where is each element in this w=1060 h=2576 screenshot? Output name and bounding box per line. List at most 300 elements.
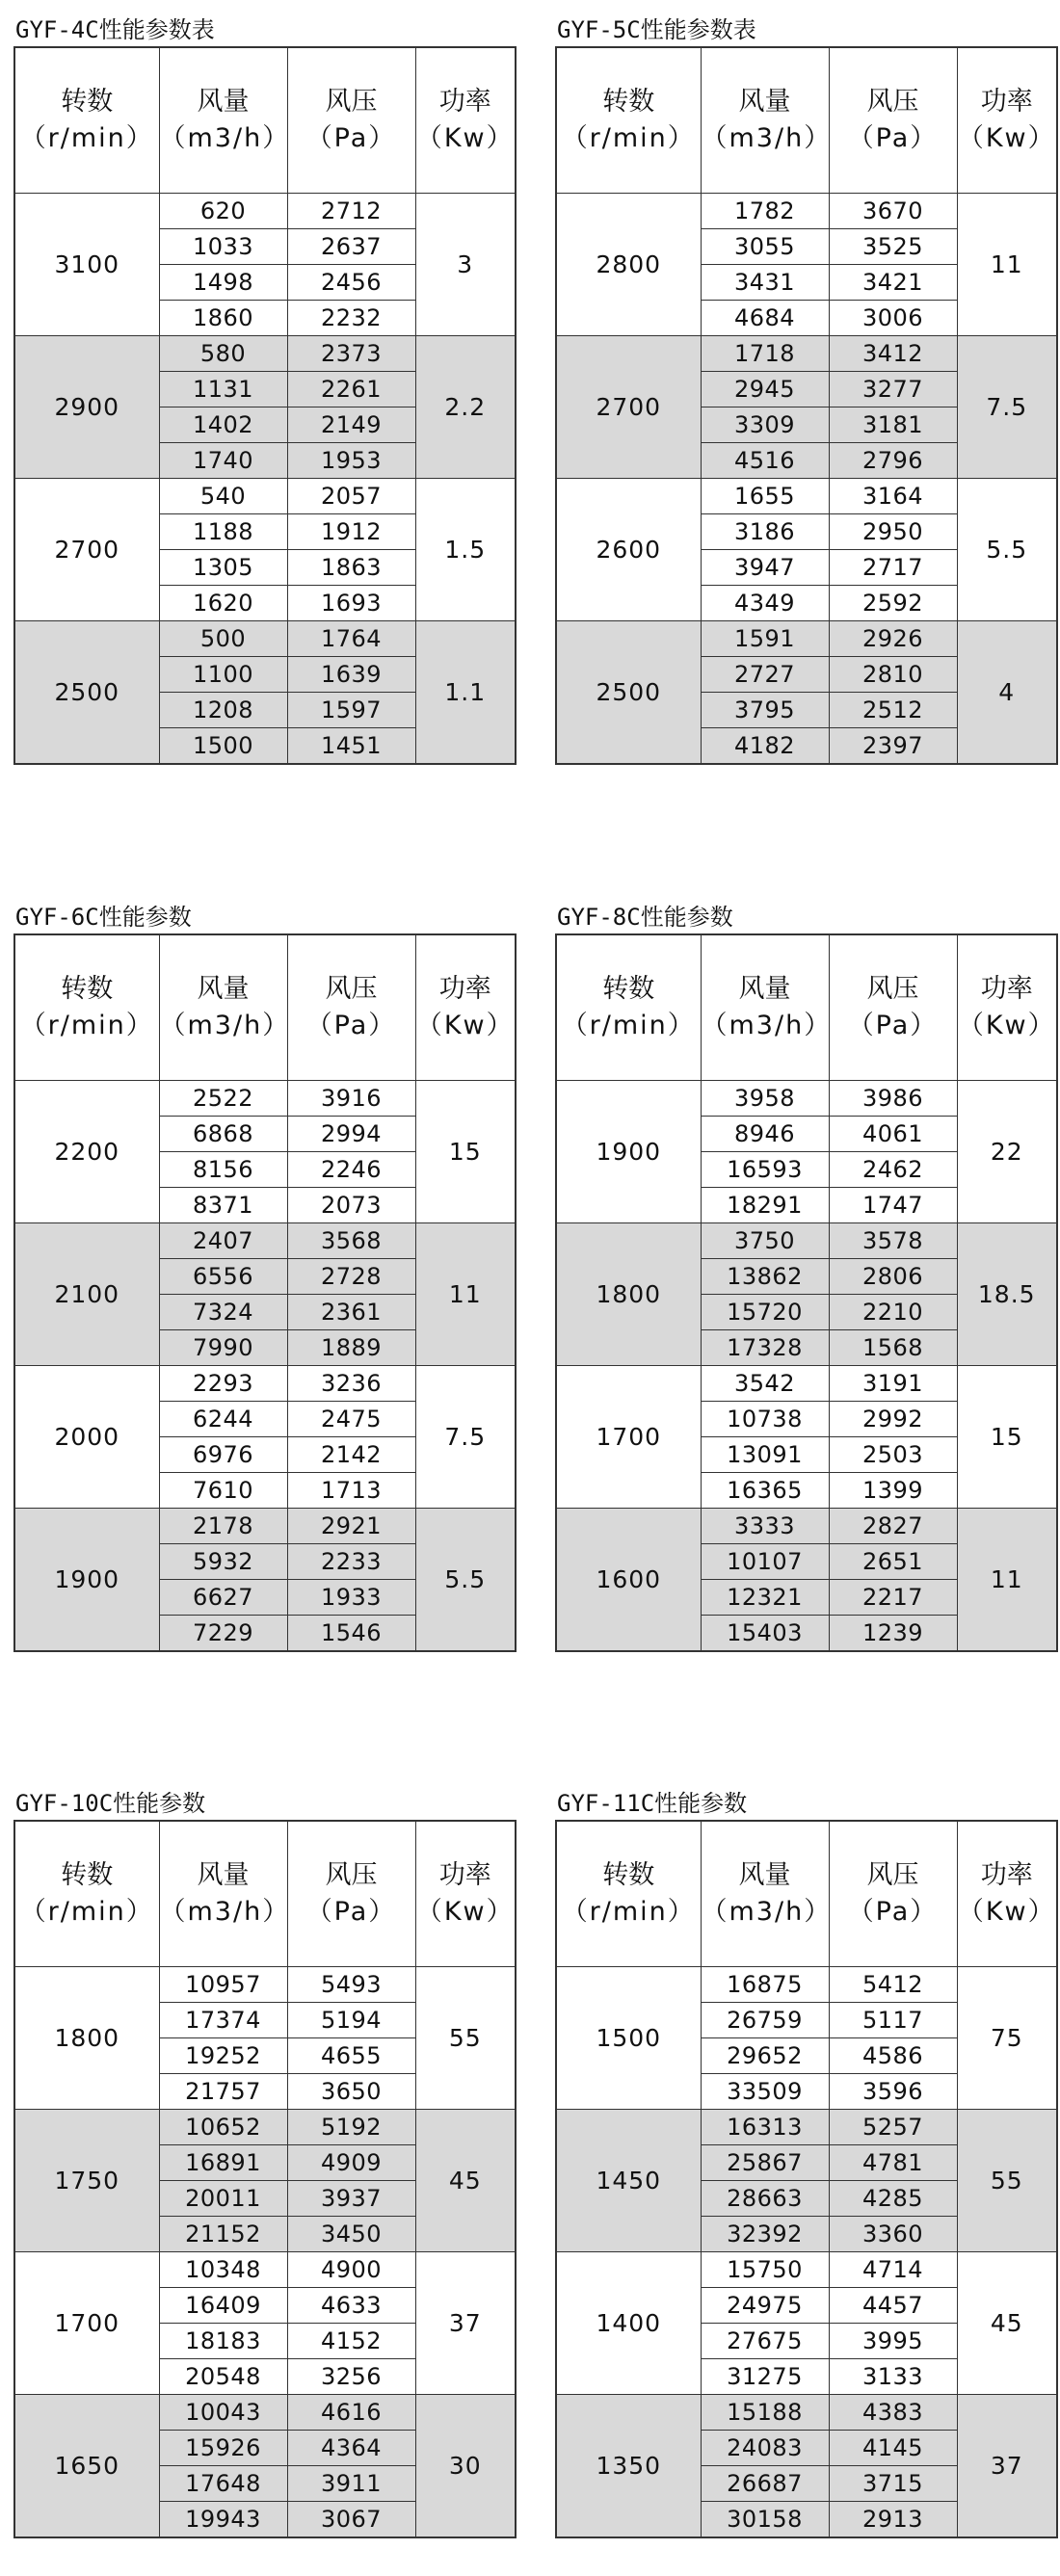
performance-table [13, 46, 517, 765]
table-row [556, 1081, 1057, 1117]
airflow-cell: 28663 [701, 2181, 829, 2217]
pressure-cell: 3164 [829, 479, 957, 514]
airflow-header [159, 934, 291, 1081]
pressure-cell: 5257 [829, 2110, 957, 2145]
airflow-cell: 3795 [701, 693, 829, 728]
header-unit: （r/min） [19, 1011, 154, 1040]
table-row [14, 2110, 516, 2145]
pressure-cell: 2994 [287, 1117, 415, 1152]
airflow-cell: 15926 [159, 2431, 287, 2466]
header-unit: （Pa） [847, 1011, 939, 1040]
pressure-cell: 3525 [829, 229, 957, 265]
power-cell: 3 [415, 194, 516, 336]
pressure-cell: 3191 [829, 1366, 957, 1402]
power-header [957, 1821, 1057, 1967]
airflow-cell: 17648 [159, 2466, 287, 2502]
spec-table-panel [13, 901, 515, 1652]
header-label: 风量 [197, 974, 250, 1004]
speed-cell: 1350 [556, 2395, 701, 2538]
table-row [556, 1967, 1057, 2003]
speed-cell: 2000 [14, 1366, 159, 1509]
airflow-cell: 15750 [701, 2252, 829, 2288]
header-row [14, 47, 516, 194]
power-header [415, 47, 516, 194]
pressure-cell: 4061 [829, 1117, 957, 1152]
pressure-cell: 4633 [287, 2288, 415, 2324]
speed-header [14, 47, 159, 194]
power-cell: 4 [957, 621, 1057, 765]
airflow-cell: 4684 [701, 301, 829, 336]
header-unit: （Pa） [305, 1011, 397, 1040]
header-label: 转数 [602, 974, 655, 1004]
table-row [556, 1366, 1057, 1402]
pressure-cell: 1546 [287, 1616, 415, 1652]
airflow-cell: 10043 [159, 2395, 287, 2431]
airflow-cell: 3333 [701, 1509, 829, 1544]
airflow-cell: 5932 [159, 1544, 287, 1580]
airflow-cell: 8156 [159, 1152, 287, 1188]
airflow-cell: 21757 [159, 2074, 287, 2110]
airflow-cell: 7324 [159, 1295, 287, 1330]
header-label: 功率 [980, 1860, 1033, 1890]
airflow-cell: 19943 [159, 2502, 287, 2538]
pressure-cell: 3412 [829, 336, 957, 372]
airflow-cell: 15720 [701, 1295, 829, 1330]
speed-cell: 2200 [14, 1081, 159, 1223]
pressure-cell: 1451 [287, 728, 415, 765]
airflow-cell: 540 [159, 479, 287, 514]
airflow-cell: 4182 [701, 728, 829, 765]
airflow-cell: 8946 [701, 1117, 829, 1152]
pressure-cell: 4145 [829, 2431, 957, 2466]
speed-header [556, 934, 701, 1081]
table-title: GYF-5C性能参数表 [557, 16, 756, 43]
airflow-cell: 16593 [701, 1152, 829, 1188]
airflow-cell: 1208 [159, 693, 287, 728]
header-label: 功率 [980, 974, 1033, 1004]
pressure-cell: 4152 [287, 2324, 415, 2359]
performance-table [555, 46, 1058, 765]
table-row [14, 1967, 516, 2003]
airflow-cell: 1131 [159, 372, 287, 407]
table-title: GYF-11C性能参数 [557, 1790, 748, 1817]
pressure-cell: 2142 [287, 1437, 415, 1473]
table-row [14, 1081, 516, 1117]
speed-cell: 1450 [556, 2110, 701, 2252]
table-row [556, 479, 1057, 514]
table-row [556, 1223, 1057, 1259]
airflow-cell: 7990 [159, 1330, 287, 1366]
power-cell: 75 [957, 1967, 1057, 2110]
speed-cell: 1900 [556, 1081, 701, 1223]
airflow-cell: 1498 [159, 265, 287, 301]
airflow-cell: 24083 [701, 2431, 829, 2466]
power-header [415, 1821, 516, 1967]
header-unit: （m3/h） [159, 123, 291, 153]
airflow-cell: 6556 [159, 1259, 287, 1295]
pressure-cell: 1597 [287, 693, 415, 728]
pressure-cell: 4364 [287, 2431, 415, 2466]
spec-table-panel [555, 1787, 1056, 2538]
power-cell: 7.5 [415, 1366, 516, 1509]
pressure-cell: 1933 [287, 1580, 415, 1616]
pressure-cell: 5412 [829, 1967, 957, 2003]
header-unit: （r/min） [561, 1897, 696, 1927]
pressure-cell: 3181 [829, 407, 957, 443]
airflow-cell: 26759 [701, 2003, 829, 2038]
power-cell: 11 [957, 194, 1057, 336]
header-unit: （Pa） [305, 123, 397, 153]
header-label: 风压 [866, 1860, 919, 1890]
pressure-cell: 3596 [829, 2074, 957, 2110]
header-label: 风压 [866, 87, 919, 117]
airflow-cell: 31275 [701, 2359, 829, 2395]
pressure-cell: 3450 [287, 2217, 415, 2252]
table-row [556, 2252, 1057, 2288]
power-cell: 18.5 [957, 1223, 1057, 1366]
pressure-cell: 2921 [287, 1509, 415, 1544]
pressure-cell: 2210 [829, 1295, 957, 1330]
airflow-cell: 1740 [159, 443, 287, 479]
pressure-cell: 3421 [829, 265, 957, 301]
power-cell: 37 [957, 2395, 1057, 2538]
airflow-cell: 13091 [701, 1437, 829, 1473]
header-label: 风压 [866, 974, 919, 1004]
pressure-cell: 4457 [829, 2288, 957, 2324]
pressure-cell: 2456 [287, 265, 415, 301]
airflow-header [701, 47, 833, 194]
airflow-cell: 3947 [701, 550, 829, 586]
table-row [556, 2110, 1057, 2145]
airflow-cell: 2727 [701, 657, 829, 693]
airflow-cell: 2945 [701, 372, 829, 407]
airflow-cell: 16409 [159, 2288, 287, 2324]
header-unit: （Kw） [957, 1011, 1056, 1040]
pressure-cell: 3911 [287, 2466, 415, 2502]
airflow-cell: 2522 [159, 1081, 287, 1117]
header-label: 风量 [738, 1860, 791, 1890]
airflow-cell: 1188 [159, 514, 287, 550]
spec-table-panel [555, 13, 1056, 765]
airflow-cell: 1620 [159, 586, 287, 621]
airflow-cell: 27675 [701, 2324, 829, 2359]
airflow-cell: 7229 [159, 1616, 287, 1652]
header-row [14, 934, 516, 1081]
airflow-cell: 3309 [701, 407, 829, 443]
header-unit: （m3/h） [701, 1897, 833, 1927]
airflow-cell: 2293 [159, 1366, 287, 1402]
airflow-cell: 20548 [159, 2359, 287, 2395]
airflow-cell: 2178 [159, 1509, 287, 1544]
performance-table [555, 933, 1058, 1652]
pressure-cell: 1953 [287, 443, 415, 479]
airflow-cell: 26687 [701, 2466, 829, 2502]
airflow-cell: 1655 [701, 479, 829, 514]
speed-cell: 1800 [14, 1967, 159, 2110]
header-unit: （m3/h） [701, 1011, 833, 1040]
table-row [556, 336, 1057, 372]
header-unit: （r/min） [561, 1011, 696, 1040]
pressure-cell: 3986 [829, 1081, 957, 1117]
header-label: 风压 [325, 974, 378, 1004]
power-cell: 55 [415, 1967, 516, 2110]
header-unit: （Kw） [415, 123, 515, 153]
header-unit: （m3/h） [159, 1897, 291, 1927]
airflow-cell: 620 [159, 194, 287, 229]
airflow-header [159, 47, 291, 194]
table-row [556, 2395, 1057, 2431]
airflow-cell: 17328 [701, 1330, 829, 1366]
table-row [14, 2252, 516, 2288]
header-label: 风压 [325, 87, 378, 117]
power-cell: 1.1 [415, 621, 516, 765]
header-row [556, 1821, 1057, 1967]
pressure-cell: 2512 [829, 693, 957, 728]
table-title: GYF-10C性能参数 [15, 1790, 206, 1817]
performance-table [555, 1820, 1058, 2538]
header-unit: （Kw） [415, 1897, 515, 1927]
pressure-cell: 3006 [829, 301, 957, 336]
airflow-cell: 19252 [159, 2038, 287, 2074]
header-label: 转数 [61, 1860, 114, 1890]
header-row [556, 47, 1057, 194]
header-label: 转数 [602, 87, 655, 117]
table-row [556, 621, 1057, 657]
speed-cell: 1600 [556, 1509, 701, 1652]
airflow-cell: 1591 [701, 621, 829, 657]
pressure-header [829, 47, 957, 194]
pressure-cell: 2913 [829, 2502, 957, 2538]
pressure-cell: 4781 [829, 2145, 957, 2181]
pressure-cell: 2246 [287, 1152, 415, 1188]
power-cell: 45 [957, 2252, 1057, 2395]
airflow-cell: 16365 [701, 1473, 829, 1509]
airflow-cell: 3055 [701, 229, 829, 265]
pressure-cell: 3995 [829, 2324, 957, 2359]
header-unit: （r/min） [19, 1897, 154, 1927]
header-label: 功率 [438, 87, 491, 117]
airflow-cell: 6868 [159, 1117, 287, 1152]
airflow-cell: 29652 [701, 2038, 829, 2074]
header-label: 转数 [602, 1860, 655, 1890]
pressure-cell: 1764 [287, 621, 415, 657]
pressure-cell: 2261 [287, 372, 415, 407]
speed-header [14, 1821, 159, 1967]
airflow-cell: 4349 [701, 586, 829, 621]
power-cell: 11 [415, 1223, 516, 1366]
table-row [14, 336, 516, 372]
airflow-cell: 580 [159, 336, 287, 372]
header-unit: （Pa） [847, 1897, 939, 1927]
pressure-cell: 2475 [287, 1402, 415, 1437]
pressure-cell: 4900 [287, 2252, 415, 2288]
pressure-cell: 2217 [829, 1580, 957, 1616]
pressure-cell: 2233 [287, 1544, 415, 1580]
pressure-cell: 2361 [287, 1295, 415, 1330]
speed-cell: 2600 [556, 479, 701, 621]
speed-cell: 1700 [556, 1366, 701, 1509]
airflow-cell: 3542 [701, 1366, 829, 1402]
table-row [14, 621, 516, 657]
header-label: 转数 [61, 974, 114, 1004]
header-label: 功率 [980, 87, 1033, 117]
airflow-cell: 10107 [701, 1544, 829, 1580]
pressure-cell: 2373 [287, 336, 415, 372]
pressure-cell: 4714 [829, 2252, 957, 2288]
pressure-cell: 3916 [287, 1081, 415, 1117]
pressure-cell: 1693 [287, 586, 415, 621]
airflow-cell: 1500 [159, 728, 287, 765]
airflow-header [701, 1821, 833, 1967]
pressure-cell: 1863 [287, 550, 415, 586]
speed-cell: 2900 [14, 336, 159, 479]
pressure-cell: 2717 [829, 550, 957, 586]
speed-header [556, 1821, 701, 1967]
airflow-cell: 25867 [701, 2145, 829, 2181]
pressure-cell: 2073 [287, 1188, 415, 1223]
pressure-cell: 3670 [829, 194, 957, 229]
table-row [14, 1223, 516, 1259]
speed-cell: 2700 [14, 479, 159, 621]
header-label: 功率 [438, 1860, 491, 1890]
table-row [14, 1366, 516, 1402]
header-label: 功率 [438, 974, 491, 1004]
pressure-cell: 5493 [287, 1967, 415, 2003]
airflow-cell: 18183 [159, 2324, 287, 2359]
spec-table-panel [555, 901, 1056, 1652]
performance-table [13, 933, 517, 1652]
power-header [957, 47, 1057, 194]
pressure-cell: 1568 [829, 1330, 957, 1366]
pressure-cell: 1912 [287, 514, 415, 550]
pressure-cell: 4616 [287, 2395, 415, 2431]
pressure-cell: 3133 [829, 2359, 957, 2395]
speed-cell: 2500 [556, 621, 701, 765]
airflow-cell: 6244 [159, 1402, 287, 1437]
speed-cell: 3100 [14, 194, 159, 336]
pressure-cell: 1889 [287, 1330, 415, 1366]
speed-cell: 2500 [14, 621, 159, 765]
airflow-cell: 10652 [159, 2110, 287, 2145]
header-unit: （r/min） [19, 123, 154, 153]
pressure-cell: 1639 [287, 657, 415, 693]
pressure-header [287, 934, 415, 1081]
pressure-header [287, 1821, 415, 1967]
power-cell: 1.5 [415, 479, 516, 621]
header-unit: （Pa） [305, 1897, 397, 1927]
spec-table-panel [13, 13, 515, 765]
pressure-cell: 2926 [829, 621, 957, 657]
pressure-cell: 2992 [829, 1402, 957, 1437]
pressure-cell: 2810 [829, 657, 957, 693]
pressure-cell: 2827 [829, 1509, 957, 1544]
pressure-cell: 3256 [287, 2359, 415, 2395]
pressure-cell: 3578 [829, 1223, 957, 1259]
power-header [957, 934, 1057, 1081]
speed-cell: 1800 [556, 1223, 701, 1366]
airflow-cell: 30158 [701, 2502, 829, 2538]
speed-cell: 1500 [556, 1967, 701, 2110]
table-title: GYF-4C性能参数表 [15, 16, 215, 43]
pressure-cell: 2057 [287, 479, 415, 514]
header-row [14, 1821, 516, 1967]
pressure-cell: 2503 [829, 1437, 957, 1473]
airflow-cell: 6976 [159, 1437, 287, 1473]
pressure-cell: 3067 [287, 2502, 415, 2538]
airflow-cell: 12321 [701, 1580, 829, 1616]
pressure-cell: 2728 [287, 1259, 415, 1295]
pressure-cell: 2712 [287, 194, 415, 229]
pressure-header [287, 47, 415, 194]
power-cell: 15 [957, 1366, 1057, 1509]
speed-header [556, 47, 701, 194]
airflow-cell: 1860 [159, 301, 287, 336]
power-cell: 37 [415, 2252, 516, 2395]
airflow-cell: 1402 [159, 407, 287, 443]
airflow-cell: 15403 [701, 1616, 829, 1652]
header-label: 风压 [325, 1860, 378, 1890]
airflow-cell: 17374 [159, 2003, 287, 2038]
pressure-cell: 2806 [829, 1259, 957, 1295]
pressure-cell: 4655 [287, 2038, 415, 2074]
pressure-cell: 2149 [287, 407, 415, 443]
pressure-cell: 2796 [829, 443, 957, 479]
header-unit: （Kw） [957, 1897, 1056, 1927]
airflow-cell: 4516 [701, 443, 829, 479]
airflow-cell: 3186 [701, 514, 829, 550]
power-cell: 55 [957, 2110, 1057, 2252]
airflow-cell: 1305 [159, 550, 287, 586]
power-cell: 5.5 [415, 1509, 516, 1652]
power-cell: 7.5 [957, 336, 1057, 479]
speed-cell: 1750 [14, 2110, 159, 2252]
airflow-cell: 10957 [159, 1967, 287, 2003]
header-label: 风量 [738, 87, 791, 117]
speed-cell: 1900 [14, 1509, 159, 1652]
power-header [415, 934, 516, 1081]
header-label: 风量 [197, 87, 250, 117]
airflow-cell: 2407 [159, 1223, 287, 1259]
speed-header [14, 934, 159, 1081]
table-row [556, 1509, 1057, 1544]
pressure-cell: 3277 [829, 372, 957, 407]
airflow-cell: 500 [159, 621, 287, 657]
pressure-cell: 2651 [829, 1544, 957, 1580]
pressure-cell: 5192 [287, 2110, 415, 2145]
header-label: 风量 [738, 974, 791, 1004]
pressure-cell: 3236 [287, 1366, 415, 1402]
airflow-cell: 10738 [701, 1402, 829, 1437]
performance-table [13, 1820, 517, 2538]
header-unit: （r/min） [561, 123, 696, 153]
pressure-cell: 1239 [829, 1616, 957, 1652]
pressure-cell: 5117 [829, 2003, 957, 2038]
header-row [556, 934, 1057, 1081]
header-label: 风量 [197, 1860, 250, 1890]
pressure-cell: 2232 [287, 301, 415, 336]
power-cell: 2.2 [415, 336, 516, 479]
pressure-cell: 3650 [287, 2074, 415, 2110]
table-row [14, 2395, 516, 2431]
table-title: GYF-8C性能参数 [557, 904, 733, 931]
speed-cell: 2800 [556, 194, 701, 336]
pressure-cell: 1747 [829, 1188, 957, 1223]
pressure-header [829, 934, 957, 1081]
airflow-cell: 15188 [701, 2395, 829, 2431]
header-unit: （Kw） [415, 1011, 515, 1040]
speed-cell: 2700 [556, 336, 701, 479]
airflow-cell: 7610 [159, 1473, 287, 1509]
